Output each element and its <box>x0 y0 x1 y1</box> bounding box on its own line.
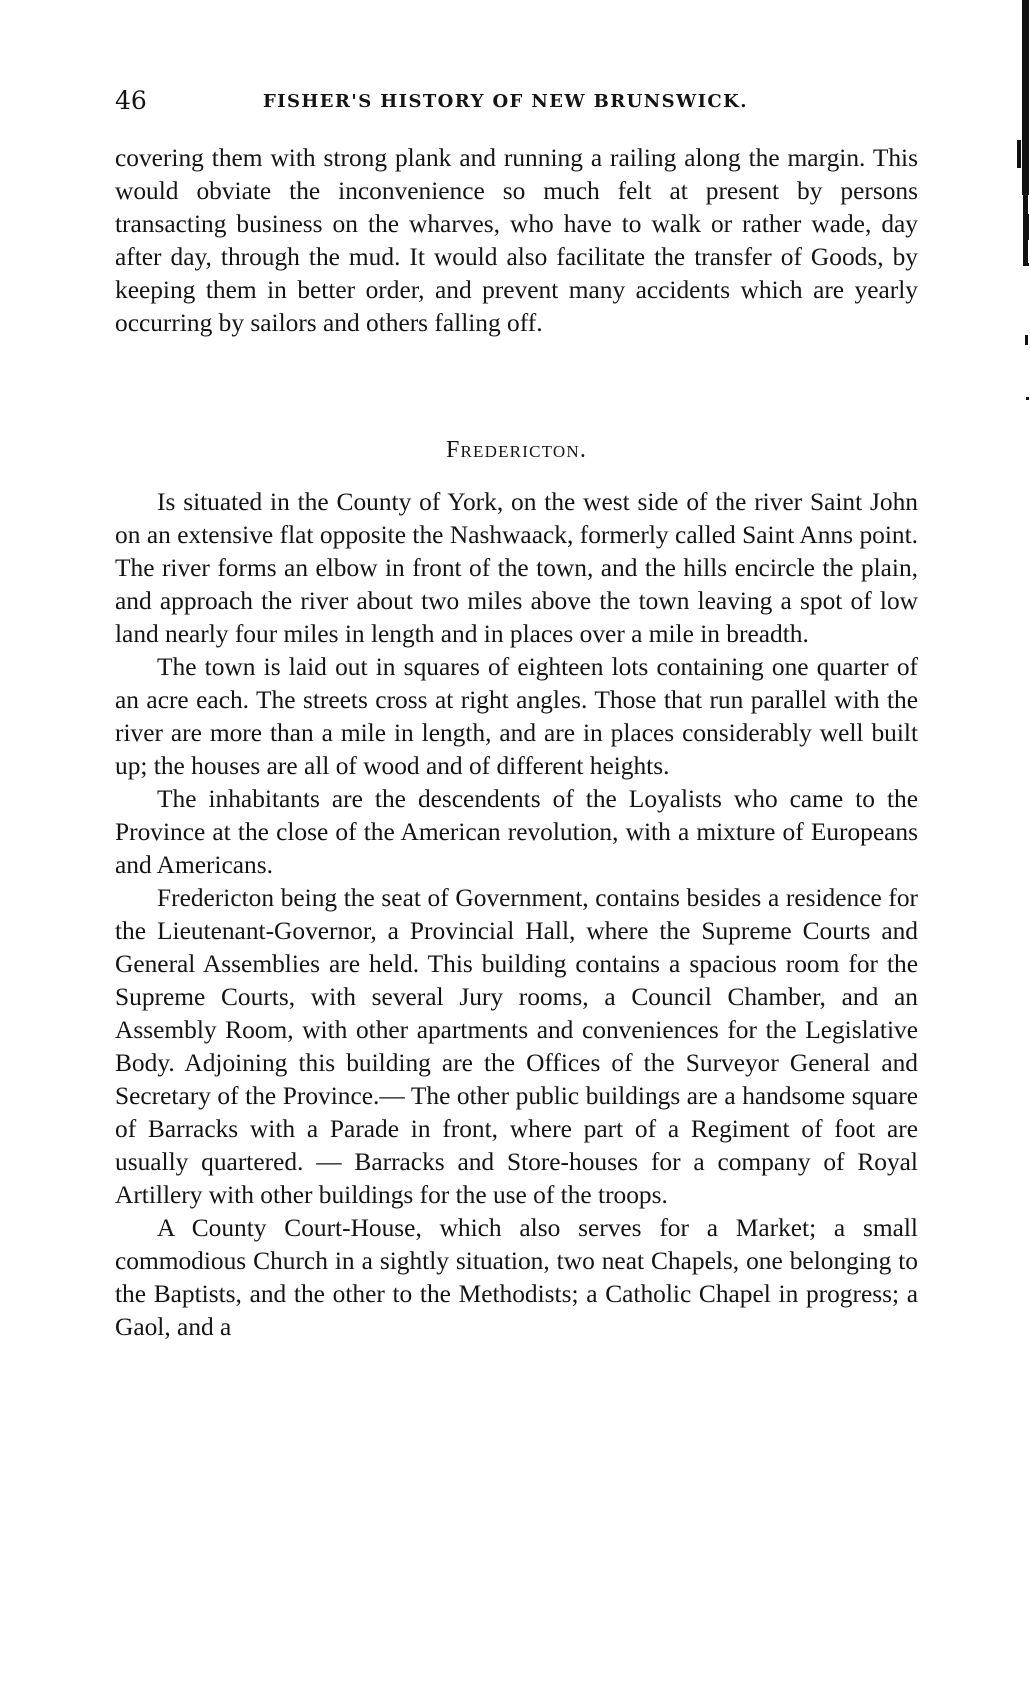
section-heading: Fredericton. <box>445 437 588 463</box>
paragraph-government: Fredericton being the seat of Government, contains besides a residence for the Lieutenant-Governor, a Provincial Hall, where the Supreme Courts and General Assemblies are held. This building contains a spacious room for the Supreme Courts, with several Jury rooms, a Council Chamber, and an Assembly Room, with other apartments and conveniences for the Legislative Body. Adjoining this building are the Offices of the Surveyor General and Secretary of the Province.— The other public buildings are a handsome square of Barracks with a Parade in front, where part of a Regiment of foot are usually quartered. — Barracks and Store-houses for a company of Royal Artillery with other buildings for the use of the troops. <box>115 884 918 1209</box>
paragraph-inhabitants: The inhabitants are the descendents of the Loyalists who came to the Province at the close of the American revolution, with a mixture of Europeans and Americans. <box>115 785 918 879</box>
scan-mark <box>1026 397 1029 400</box>
paragraph-town-plan: The town is laid out in squares of eighteen lots containing one quarter of an acre each. The streets cross at right angles. Those that run parallel with the river are more than a mile in length, and are in places considerably well built up; the houses are all of wood and of different heights. <box>115 653 918 780</box>
section-body <box>115 486 918 1344</box>
paragraph-public-buildings: A County Court-House, which also serves for a Market; a small commodious Church in a sightly situation, two neat Chapels, one belonging to the Baptists, and the other to the Methodists; a Catholic Chapel in progress; a Gaol, and a <box>115 1214 918 1341</box>
running-title: FISHER'S HISTORY OF NEW BRUNSWICK. <box>263 91 748 112</box>
running-head <box>115 86 920 122</box>
page-number: 46 <box>115 86 147 115</box>
opening-text-block <box>115 142 918 340</box>
scan-mark <box>1025 214 1029 240</box>
scan-edge-band <box>1022 0 1029 195</box>
scan-edge-marks <box>1005 0 1030 1703</box>
scan-mark <box>1023 263 1029 266</box>
scan-mark <box>1017 140 1021 168</box>
opening-paragraph: covering them with strong plank and running a railing along the margin. This would obviate the inconvenience so much felt at present by persons transacting business on the wharves, who have to walk or rather wade, day after day, through the mud. It would also facilitate the transfer of Goods, by keeping them in better order, and prevent many accidents which are yearly occurring by sailors and others falling off. <box>115 144 918 337</box>
scan-mark <box>1025 335 1028 345</box>
paragraph-location: Is situated in the County of York, on the west side of the river Saint John on an extensive flat opposite the Nashwaack, formerly called Saint Anns point. The river forms an elbow in front of the town, and the hills encircle the plain, and approach the river about two miles above the town leaving a spot of low land nearly four miles in length and in places over a mile in breadth. <box>115 488 918 648</box>
